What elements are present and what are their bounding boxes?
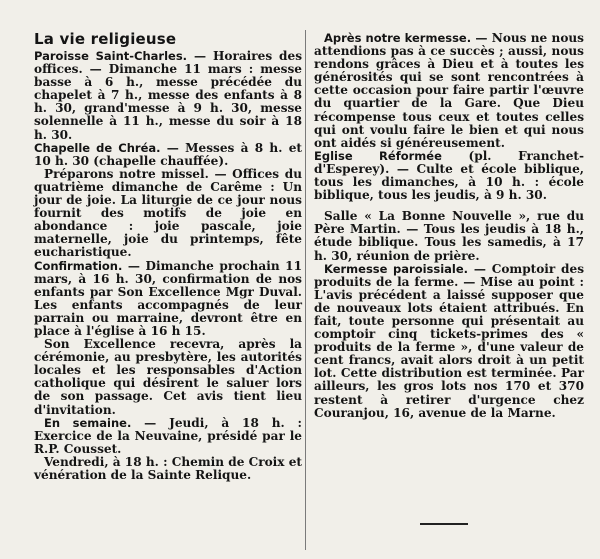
notice-kermesse-paroissiale (314, 263, 584, 420)
notice-chrea (34, 142, 302, 168)
end-rule (420, 523, 468, 525)
notice-lead: Après notre kermesse. (324, 31, 472, 45)
notice-text: — Comptoir des produits de la ferme. — Mise au point : L'avis précédent a laissé supposer que de nouveaux lots étaient attribués. En fait, toute personne qui présentait au comptoir cinq tickets-primes des « produits de la ferme », d'une valeur de cent francs, avait alors droit à un petit lot. Cette distribution est terminée. Par ailleurs, les gros lots nos 170 et 370 restent à retirer d'urgence chez Couranjou, 16, avenue de la Marne. (314, 261, 585, 420)
notice-kermesse-thanks (314, 32, 584, 150)
notice-lead: Eglise Réformée (314, 148, 442, 163)
notice-bonne-nouvelle: Salle « La Bonne Nouvelle », rue du Père Martin. — Tous les jeudis à 18 h., étude biblique. Tous les samedis, à 17 h. 30, réunion de prière. (314, 209, 584, 263)
notice-text: — Jeudi, à 18 h. : Exercice de la Neuvaine, présidé par le R.P. Cousset. (34, 415, 303, 456)
notice-lead: Chapelle de Chréa. (34, 140, 161, 155)
notice-saint-charles (34, 50, 302, 142)
notice-text: (pl. Franchet-d'Esperey). — Culte et école biblique, tous les dimanches, à 10 h. : école biblique, tous les jeudis, à 9 h. 30. (314, 148, 584, 203)
notice-semaine (34, 417, 302, 456)
right-column-body (314, 32, 584, 420)
notice-text: — Messes à 8 h. et 10 h. 30 (chapelle chauffée). (34, 140, 302, 168)
notice-vendredi: Vendredi, à 18 h. : Chemin de Croix et vénération de la Sainte Relique. (34, 454, 302, 482)
notice-text: — Nous ne nous attendions pas à ce succès ; aussi, nous rendons grâces à Dieu et à toutes les générosités qui se sont rencontrées à cette occasion pour faire partir l'œuvre du quartier de la Gare. Que Dieu récompense tous ceux et toutes celles qui ont voulu faire le bien et qui nous ont aidés si généreusement. (314, 31, 584, 150)
notice-lead: Paroisse Saint-Charles. (34, 49, 188, 63)
notice-text: — Dimanche prochain 11 mars, à 16 h. 30, confirmation de nos enfants par Son Excellence Mgr Duval. Les enfants accompagnés de leur parrain ou marraine, devront être en place à l'église à 16 h 15. (34, 258, 302, 338)
column-divider (305, 30, 306, 550)
notice-excellence: Son Excellence recevra, après la cérémonie, au presbytère, les autorités locales et les responsables d'Action catholique qui désirent le saluer lors de son passage. Cet avis tient lieu d'invitation. (34, 337, 302, 417)
section-heading: La vie religieuse (34, 30, 177, 48)
notice-lead: Confirmation. (34, 258, 123, 273)
notice-lead: En semaine. (44, 415, 132, 430)
notice-confirmation (34, 260, 302, 339)
notice-missel: Préparons notre missel. — Offices du quatrième dimanche de Carême : Un jour de joie. La liturgie de ce jour nous fournit des motifs de joie en abondance : joie pascale, joie maternelle, joie du printemps, fête eucharistique. (34, 166, 302, 260)
notice-eglise-reformee (314, 150, 584, 202)
left-column-body (34, 50, 302, 482)
notice-text: — Horaires des offices. — Dimanche 11 mars : messe basse à 6 h., messe précédée du chapelet à 7 h., messe des enfants à 8 h. 30, grand'messe à 9 h. 30, messe solennelle à 11 h., messe du soir à 18 h. 30. (34, 49, 302, 142)
notice-lead: Kermesse paroissiale. (324, 261, 469, 276)
